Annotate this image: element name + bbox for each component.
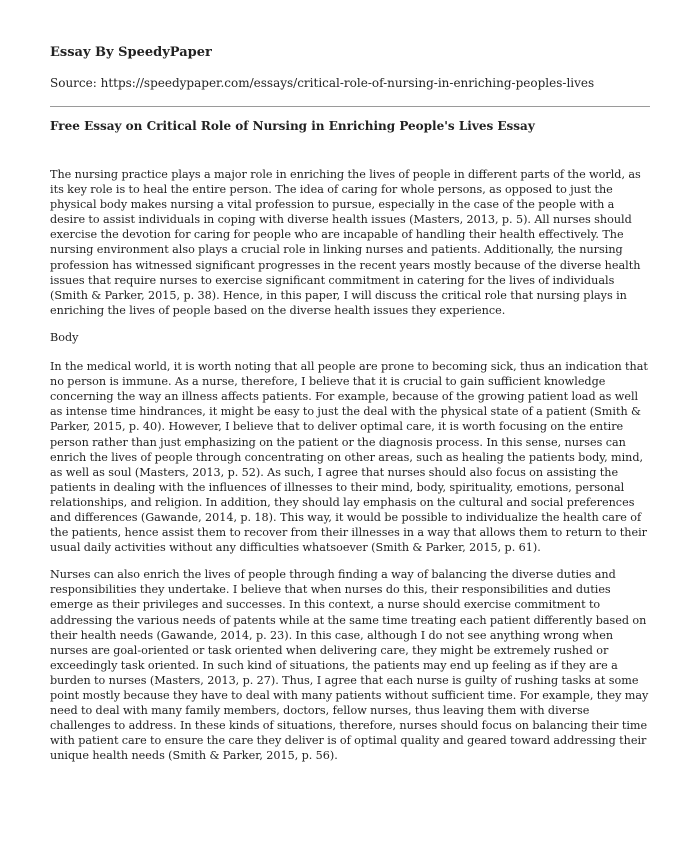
source-line: Source: https://speedypaper.com/essays/critical-role-of-nursing-in-enriching-peoples-lives bbox=[50, 76, 595, 90]
body-section-heading: Body bbox=[50, 330, 79, 344]
body-paragraph-2: Nurses can also enrich the lives of people through finding a way of balancing the diverse duties and responsibilities they undertake. I believe that when nurses do this, their responsibilities and duties emerge as their privileges and successes. In this context, a nurse should exercise commitment to addressing the various needs of patents while at the same time treating each patient differently based on their health needs (Gawande, 2014, p. 23). In this case, although I do not see anything wrong when nurses are goal-oriented or task oriented when delivering care, they might be extremely rushed or exceedingly task oriented. In such kind of situations, the patients may end up feeling as if they are a burden to nurses (Masters, 2013, p. 27). Thus, I agree that each nurse is guilty of rushing tasks at some point mostly because they have to deal with many patients without sufficient time. For example, they may need to deal with many family members, doctors, fellow nurses, thus leaving them with diverse challenges to address. In these kinds of situations, therefore, nurses should focus on balancing their time with patient care to ensure the care they deliver is of optimal quality and geared toward addressing their unique health needs (Smith & Parker, 2015, p. 56). bbox=[50, 568, 649, 763]
body-paragraph-1: In the medical world, it is worth noting that all people are prone to becoming sick, thus an indication that no person is immune. As a nurse, therefore, I believe that it is crucial to gain sufficient knowledge concerning the way an illness affects patients. For example, because of the growing patient load as well as intense time hindrances, it might be easy to just the deal with the physical state of a patient (Smith & Parker, 2015, p. 40). However, I believe that to deliver optimal care, it is worth focusing on the entire person rather than just emphasizing on the patient or the diagnosis process. In this sense, nurses can enrich the lives of people through concentrating on other areas, such as healing the patients body, mind, as well as soul (Masters, 2013, p. 52). As such, I agree that nurses should also focus on assisting the patients in dealing with the influences of illnesses to their mind, body, spirituality, emotions, personal relationships, and religion. In addition, they should lay emphasis on the cultural and social preferences and differences (Gawande, 2014, p. 18). This way, it would be possible to individualize the health care of the patients, hence assist them to recover from their illnesses in a way that allows them to return to their usual daily activities without any difficulties whatsoever (Smith & Parker, 2015, p. 61). bbox=[50, 360, 648, 555]
intro-paragraph: The nursing practice plays a major role in enriching the lives of people in different parts of the world, as its key role is to heal the entire person. The idea of caring for whole persons, as opposed to just the physical body makes nursing a vital profession to pursue, especially in the case of the people with a desire to assist individuals in coping with diverse health issues (Masters, 2013, p. 5). All nurses should exercise the devotion for caring for people who are incapable of handling their health effectively. The nursing environment also plays a crucial role in linking nurses and patients. Additionally, the nursing profession has witnessed significant progresses in the recent years mostly because of the diverse health issues that require nurses to exercise significant commitment in catering for the lives of individuals (Smith & Parker, 2015, p. 38). Hence, in this paper, I will discuss the critical role that nursing plays in enriching the lives of people based on the diverse health issues they experience. bbox=[50, 168, 641, 317]
document-header-title: Essay By SpeedyPaper bbox=[50, 45, 212, 60]
essay-body bbox=[50, 167, 650, 763]
essay-title: Free Essay on Critical Role of Nursing in Enriching People's Lives Essay bbox=[50, 119, 535, 133]
header-divider bbox=[50, 106, 650, 107]
